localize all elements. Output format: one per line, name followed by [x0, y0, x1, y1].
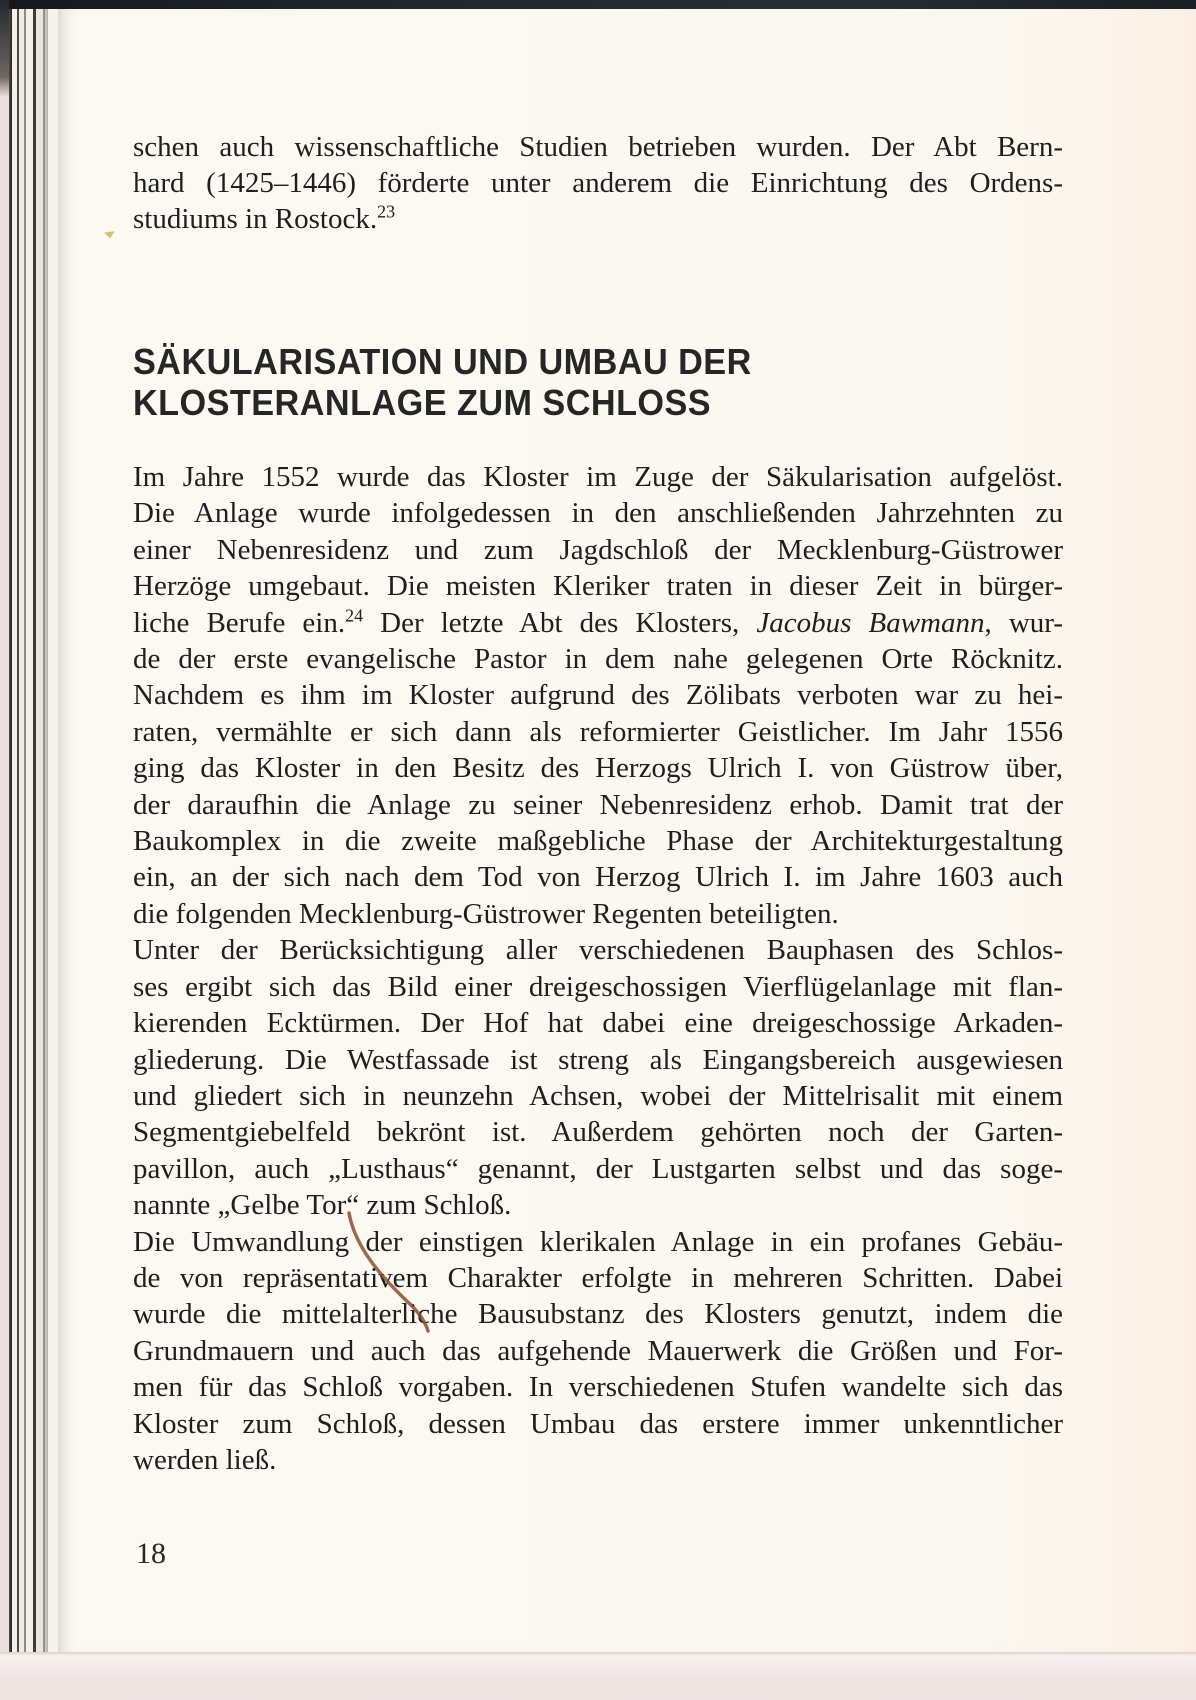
text-segment: liche Berufe ein. — [133, 606, 346, 639]
text-line: hard (1425–1446) förderte unter anderem die Einrichtung des Ordens- — [133, 167, 1063, 199]
text-line: gliederung. Die Westfassade ist streng als Eingangsbereich ausgewiesen — [133, 1043, 1063, 1076]
text-line: Herzöge umgebaut. Die meisten Kleriker traten in dieser Zeit in bürger- — [133, 570, 1063, 603]
text-line: Kloster zum Schloß, dessen Umbau das erstere immer unkenntlicher — [133, 1407, 1063, 1440]
paragraph — [133, 459, 1063, 932]
text-segment: Der letzte Abt des Klosters, — [363, 606, 757, 639]
text-line: Im Jahre 1552 wurde das Kloster im Zuge der Säkularisation aufgelöst. — [133, 461, 1063, 493]
paragraph — [133, 1224, 1063, 1479]
text-line: men für das Schloß vorgaben. In verschiedenen Stufen wandelte sich das — [133, 1371, 1063, 1404]
text-line: Unter der Berücksichtigung aller verschiedenen Bauphasen des Schlos- — [133, 934, 1063, 967]
text-line: raten, vermählte er sich dann als reformierter Geistlicher. Im Jahr 1556 — [133, 715, 1063, 748]
text-line: wurde die mittelalterliche Bausubstanz des Klosters genutzt, indem die — [133, 1298, 1063, 1331]
section-heading — [133, 341, 1074, 423]
person-name-italic: Jacobus Bawmann — [756, 606, 985, 639]
text-line: Die Umwandlung der einstigen klerikalen Anlage in ein profanes Gebäu- — [133, 1225, 1063, 1258]
text-segment: studiums in Rostock. — [133, 203, 378, 235]
text-line — [133, 605, 1063, 641]
text-line: Grundmauern und auch das aufgehende Mauerwerk die Größen und For- — [133, 1334, 1063, 1367]
text-line: nannte „Gelbe Tor“ zum Schloß. — [133, 1189, 512, 1222]
paragraph — [133, 932, 1063, 1223]
text-line: de von repräsentativem Charakter erfolgte in mehreren Schritten. Dabei — [133, 1261, 1063, 1294]
text-line: ging das Kloster in den Besitz des Herzogs Ulrich I. von Güstrow über, — [133, 752, 1063, 785]
scan-edge-top — [0, 0, 1196, 9]
text-line: Segmentgiebelfeld bekrönt ist. Außerdem gehörten noch der Garten- — [133, 1116, 1063, 1149]
text-line: Baukomplex in die zweite maßgebliche Phase der Architekturgestaltung — [133, 825, 1063, 858]
text-line: werden ließ. — [133, 1443, 277, 1476]
text-line: einer Nebenresidenz und zum Jagdschloß der Mecklenburg-Güstrower — [133, 533, 1063, 566]
book-binding-edge — [0, 9, 58, 1652]
text-line: Die Anlage wurde infolgedessen in den anschließenden Jahrzehnten zu — [133, 497, 1063, 530]
page-number: 18 — [136, 1537, 166, 1570]
text-line: pavillon, auch „Lusthaus“ genannt, der Lustgarten selbst und das soge- — [133, 1152, 1063, 1185]
text-line: und gliedert sich in neunzehn Achsen, wobei der Mittelrisalit mit einem — [133, 1079, 1063, 1112]
heading-line: KLOSTERANLAGE ZUM SCHLOSS — [133, 382, 712, 423]
text-line: kierenden Ecktürmen. Der Hof hat dabei eine dreigeschossige Arkaden- — [133, 1007, 1063, 1040]
heading-line: SÄKULARISATION UND UMBAU DER — [133, 341, 752, 382]
scan-corner-shadow — [0, 0, 9, 96]
footnote-marker: 24 — [345, 604, 364, 625]
text-line: schen auch wissenschaftliche Studien betrieben wurden. Der Abt Bern- — [133, 131, 1063, 163]
text-line: Nachdem es ihm im Kloster aufgrund des Zölibats verboten war zu hei- — [133, 679, 1063, 712]
body-text — [133, 459, 1063, 1478]
text-line: der daraufhin die Anlage zu seiner Nebenresidenz erhob. Damit trat der — [133, 788, 1063, 821]
footnote-marker: 23 — [377, 201, 396, 222]
text-line: ses ergibt sich das Bild einer dreigeschossigen Vierflügelanlage mit flan- — [133, 970, 1063, 1003]
text-line: die folgenden Mecklenburg-Güstrower Regenten beteiligten. — [133, 897, 839, 930]
text-line — [133, 201, 1063, 237]
paragraph-intro — [133, 129, 1063, 237]
text-line: ein, an der sich nach dem Tod von Herzog Ulrich I. im Jahre 1603 auch — [133, 861, 1063, 894]
text-line: de der erste evangelische Pastor in dem nahe gelegenen Orte Röcknitz. — [133, 643, 1063, 676]
scan-edge-bottom — [0, 1652, 1196, 1700]
book-page — [58, 9, 1196, 1652]
text-segment: , wur- — [984, 606, 1064, 639]
